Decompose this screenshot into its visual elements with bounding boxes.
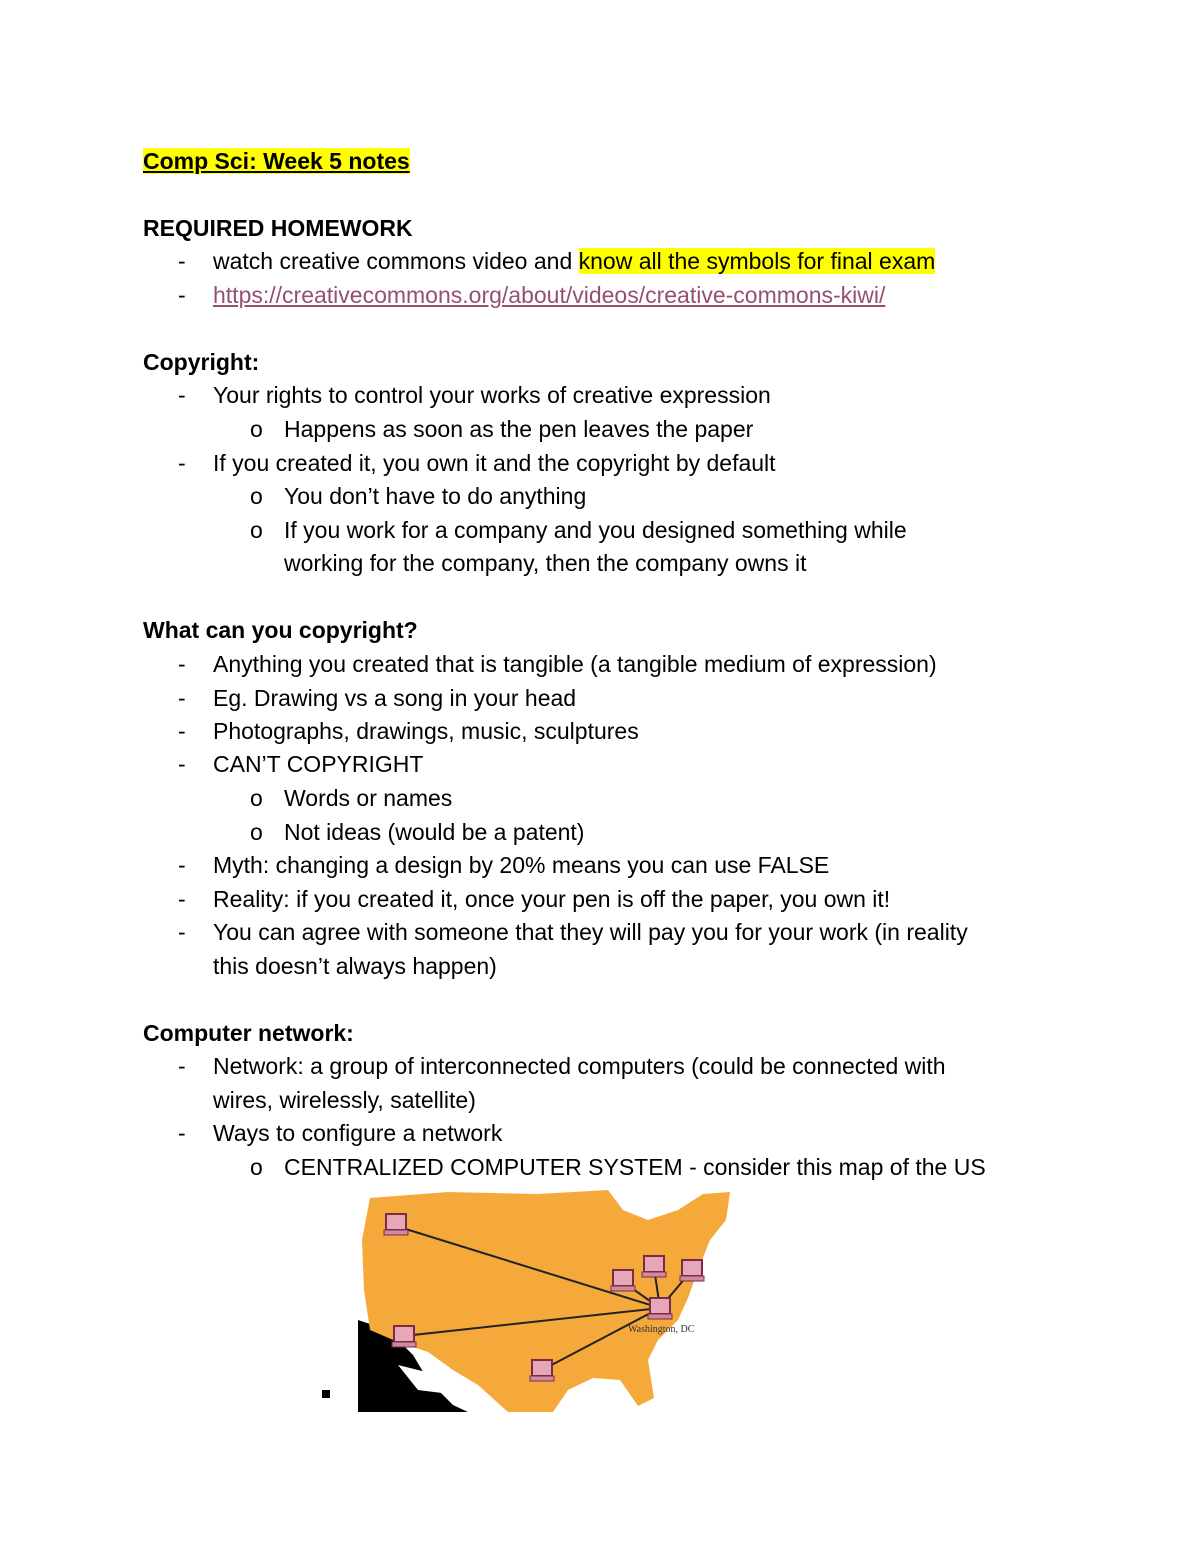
page-title: [143, 147, 410, 175]
what-item-4-sub-2: Not ideas (would be a patent): [284, 819, 585, 845]
dash-bullet: -: [178, 685, 186, 711]
dash-bullet: -: [178, 1120, 186, 1146]
network-item-1-line-1: Network: a group of interconnected computers (could be connected with: [213, 1053, 946, 1079]
copyright-item-1: Your rights to control your works of creative expression: [213, 382, 771, 408]
computer-icon: [392, 1326, 416, 1347]
dash-bullet: -: [178, 1053, 186, 1079]
homework-item-1: [213, 247, 935, 275]
what-item-7-line-1: You can agree with someone that they will pay you for your work (in reality: [213, 919, 968, 945]
what-item-4: CAN’T COPYRIGHT: [213, 751, 424, 777]
what-heading: What can you copyright?: [143, 617, 418, 643]
dash-bullet: -: [178, 718, 186, 744]
dash-bullet: -: [178, 282, 186, 308]
homework-item-2: [213, 281, 885, 309]
computer-icon: [642, 1256, 666, 1277]
circle-bullet: o: [250, 416, 263, 442]
circle-bullet: o: [250, 483, 263, 509]
what-item-3: Photographs, drawings, music, sculptures: [213, 718, 639, 744]
copyright-heading: Copyright:: [143, 349, 260, 375]
dash-bullet: -: [178, 651, 186, 677]
copyright-item-2-sub-2-line-1: If you work for a company and you designed something while: [284, 517, 907, 543]
network-heading: Computer network:: [143, 1020, 354, 1046]
computer-icon: [530, 1360, 554, 1381]
network-item-2-sub-1: CENTRALIZED COMPUTER SYSTEM - consider this map of the US: [284, 1154, 986, 1180]
dash-bullet: -: [178, 886, 186, 912]
what-item-1: Anything you created that is tangible (a tangible medium of expression): [213, 651, 937, 677]
title-text: Comp Sci: Week 5 notes: [143, 148, 410, 174]
circle-bullet: o: [250, 1154, 263, 1180]
circle-bullet: o: [250, 819, 263, 845]
copyright-item-2: If you created it, you own it and the copyright by default: [213, 450, 776, 476]
computer-icon: [680, 1260, 704, 1281]
network-item-1-line-2: wires, wirelessly, satellite): [213, 1087, 476, 1113]
copyright-item-2-sub-2-line-2: working for the company, then the company owns it: [284, 550, 807, 576]
what-item-6: Reality: if you created it, once your pen is off the paper, you own it!: [213, 886, 891, 912]
dash-bullet: -: [178, 382, 186, 408]
hub-computer-icon: [648, 1298, 672, 1319]
map-hub-label: Washington, DC: [628, 1324, 695, 1335]
computer-icon: [384, 1214, 408, 1235]
us-map-svg: [358, 1180, 738, 1412]
copyright-item-1-sub-1: Happens as soon as the pen leaves the paper: [284, 416, 754, 442]
homework-heading: REQUIRED HOMEWORK: [143, 215, 413, 241]
homework-item-1-text: watch creative commons video and: [213, 248, 579, 274]
copyright-item-2-sub-1: You don’t have to do anything: [284, 483, 587, 509]
what-item-2: Eg. Drawing vs a song in your head: [213, 685, 577, 711]
dash-bullet: -: [178, 248, 186, 274]
computer-icon: [611, 1270, 635, 1291]
circle-bullet: o: [250, 517, 263, 543]
what-item-5: Myth: changing a design by 20% means you can use FALSE: [213, 852, 830, 878]
dash-bullet: -: [178, 919, 186, 945]
dash-bullet: -: [178, 450, 186, 476]
what-item-7-line-2: this doesn’t always happen): [213, 953, 497, 979]
dash-bullet: -: [178, 751, 186, 777]
creative-commons-link[interactable]: https://creativecommons.org/about/videos/creative-commons-kiwi/: [213, 282, 886, 308]
homework-item-1-highlight: know all the symbols for final exam: [578, 248, 936, 274]
us-network-map-image: [358, 1180, 738, 1412]
what-item-4-sub-1: Words or names: [284, 785, 453, 811]
network-item-2: Ways to configure a network: [213, 1120, 503, 1146]
square-bullet: [322, 1390, 330, 1398]
circle-bullet: o: [250, 785, 263, 811]
dash-bullet: -: [178, 852, 186, 878]
